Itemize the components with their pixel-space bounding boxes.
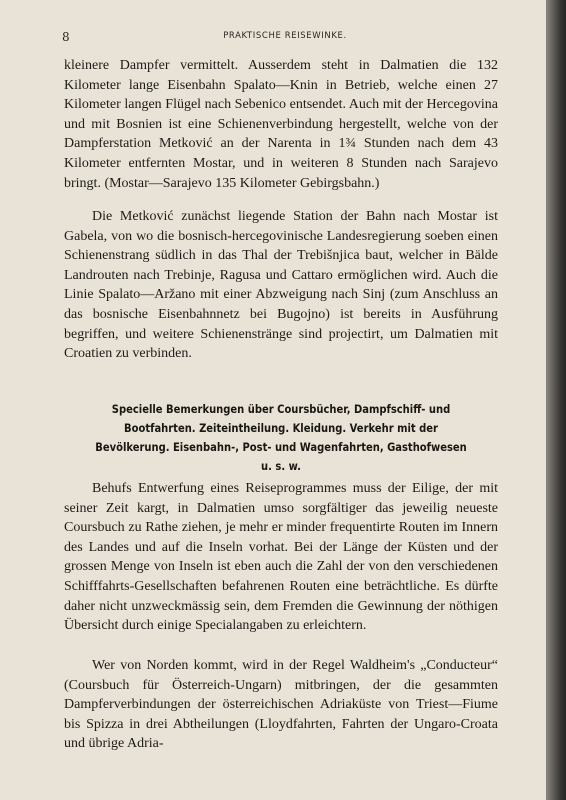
paragraph-reiseprogramm: Behufs Entwerfung eines Reiseprogrammes muss der Eilige, der mit seiner Zeit kargt, in Dalmatien umso sorgfältiger das jeweilig neueste Coursbuch zu Rathe ziehen, je mehr er minder frequentirte Routen im Innern des Landes und auf die Inseln vorhat. Bei der Länge der Küsten und der grossen Menge von Inseln ist eben auch die Zahl der von den verschiedenen Schifffahrts-Gesellschaften befahrenen Routen eine beträchtliche. Es dürfte daher nicht unzweckmässig sein, dem Fremden die Gewinnung der nöthigen Übersicht durch einige Specialangaben zu erleichtern. [64,481,498,634]
paragraph-conducteur: Wer von Norden kommt, wird in der Regel Waldheim's „Conducteur“ (Coursbuch für Österreich-Ungarn) mitbringen, der die gesammten Dampferverbindungen der österreichischen Adriaküste von Triest—Fiume bis Spizza in drei Abtheilungen (Lloydfahrten, Fahrten der Ungaro-Croata und übrige Adria- [64,658,498,752]
page-header [62,30,508,46]
paragraph-gabela: Die Metković zunächst liegende Station der Bahn nach Mostar ist Gabela, von wo die bosnisch-hercegovinische Landesregierung soeben einen Schienenstrang südlich in das Thal der Trebišnjica baut, welcher in Bälde Landrouten nach Trebinje, Ragusa und Cattaro ermöglichen wird. Auch die Linie Spalato—Aržano mit einer Abzweigung nach Sinj (zum Anschluss an das bosnische Eisenbahnnetz bei Bugojno) ist bereits in Ausführung begriffen, und weitere Schienenstränge sind projectirt, um Dalmatien mit Croatien zu verbinden. [64,209,498,362]
running-head: PRAKTISCHE REISEWINKE. [223,31,347,41]
paragraph-continuation: kleinere Dampfer vermittelt. Ausserdem steht in Dalmatien die 132 Kilometer lange Eisenbahn Spalato—Knin in Betrieb, welche einen 27 Kilometer langen Flügel nach Sebenico entsendet. Auch mit der Hercegovina und mit Bosnien ist eine Schienenverbindung hergestellt, welche von der Dampferstation Metković an der Narenta in 1¾ Stunden nach dem 43 Kilometer entfernten Mostar, und in weiteren 8 Stunden nach Sarajevo bringt. (Mostar—Sarajevo 135 Kilometer Gebirgsbahn.) [64,58,498,191]
book-edge-shadow [546,0,566,800]
section-heading: Specielle Bemerkungen über Coursbücher, Dampfschiff- und Bootfahrten. Zeiteintheilung. Kleidung. Verkehr mit der Bevölkerung. Eisenbahn-, Post- und Wagenfahrten, Gasthofwesen u. s. w. [95,402,467,473]
page-number: 8 [62,30,70,44]
